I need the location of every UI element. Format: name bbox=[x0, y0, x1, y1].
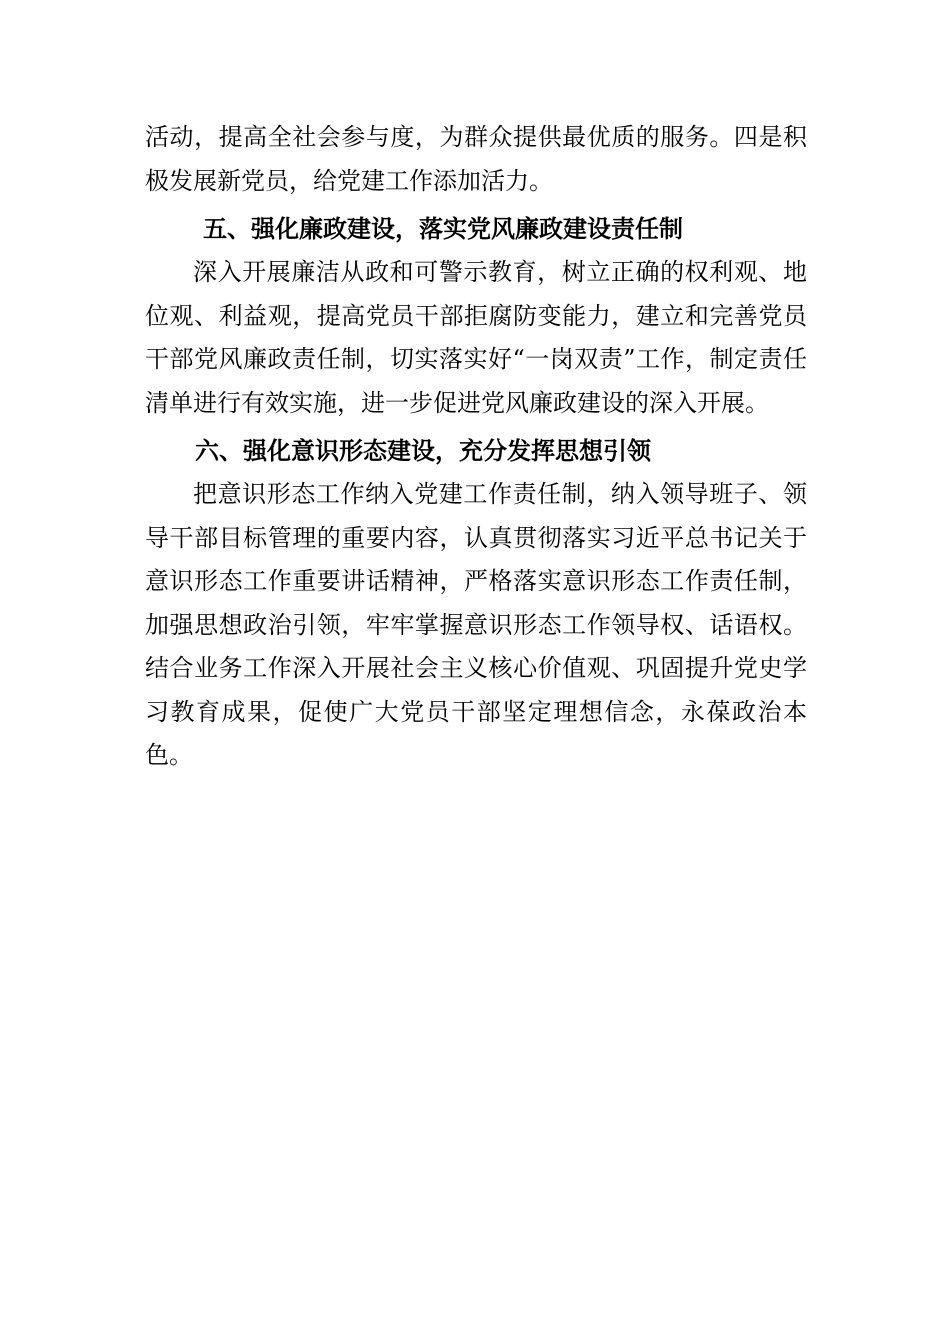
document-body bbox=[145, 116, 807, 778]
section-heading-5: 五、强化廉政建设，落实党风廉政建设责任制 bbox=[203, 215, 683, 243]
body-paragraph-section-5: 深入开展廉洁从政和可警示教育，树立正确的权利观、地位观、利益观，提高党员干部拒腐防变能力，建立和完善党员干部党风廉政责任制，切实落实好“一岗双责”工作，制定责任清单进行有效实施，进一步促进党风廉政建设的深入开展。 bbox=[145, 258, 807, 417]
body-paragraph-section-6: 把意识形态工作纳入党建工作责任制，纳入领导班子、领导干部目标管理的重要内容，认真贯彻落实习近平总书记关于意识形态工作重要讲话精神，严格落实意识形态工作责任制，加强思想政治引领，牢牢掌握意识形态工作领导权、话语权。结合业务工作深入开展社会主义核心价值观、巩固提升党史学习教育成果，促使广大党员干部坚定理想信念，永葆政治本色。 bbox=[145, 480, 807, 769]
body-paragraph-continued: 活动，提高全社会参与度，为群众提供最优质的服务。四是积极发展新党员，给党建工作添加活力。 bbox=[145, 123, 807, 195]
section-heading-6: 六、强化意识形态建设，充分发挥思想引领 bbox=[195, 437, 651, 465]
